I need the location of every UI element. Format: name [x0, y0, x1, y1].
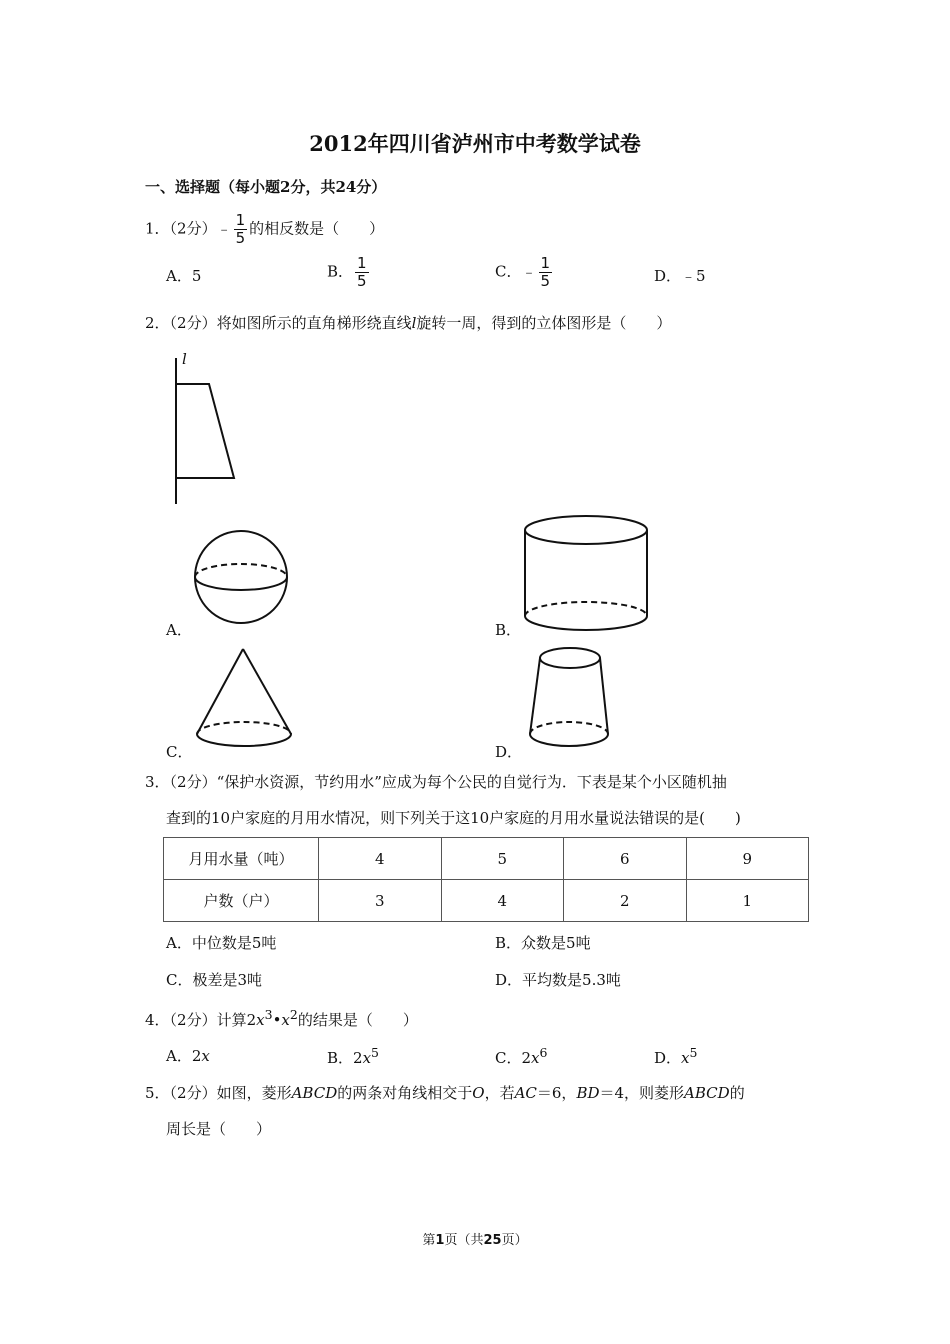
q4-exp-1: 3	[264, 1007, 273, 1022]
q1-fraction	[234, 212, 248, 247]
q2-option-a-label[interactable]: A．	[166, 621, 192, 639]
q1-option-b[interactable]	[327, 255, 371, 290]
q5-text: ＝6，	[536, 1084, 577, 1102]
q4-option-c-label: C．	[495, 1049, 522, 1067]
table-cell: 9	[686, 838, 809, 880]
page-footer	[0, 1229, 950, 1248]
q1-option-b-numerator: 1	[357, 254, 367, 272]
question-3-line-2: 查到的10户家庭的月用水情况，则下列关于这10户家庭的月用水量说法错误的是( )	[166, 809, 741, 827]
q3-option-c[interactable]: C．极差是3吨	[166, 971, 263, 989]
table-cell: 5	[441, 838, 564, 880]
q2-option-c-label[interactable]: C．	[166, 743, 193, 761]
question-3-line-1: 3．（2分）“保护水资源，节约用水”应成为每个公民的自觉行为．下表是某个小区随机抽	[145, 773, 727, 791]
q1-option-c-numerator: 1	[540, 254, 551, 272]
q4-exp-2: 2	[289, 1007, 298, 1022]
table-row	[164, 880, 809, 922]
section-heading: 一、选择题（每小题2分，共24分）	[145, 178, 387, 196]
q4-option-b[interactable]	[327, 1045, 379, 1068]
q5-rhombus-name: ABCD	[684, 1084, 730, 1102]
q4-option-d-var: x	[681, 1049, 690, 1067]
question-5-line-2: 周长是（ ）	[166, 1120, 272, 1138]
q2-option-b-label[interactable]: B．	[495, 621, 522, 639]
table-cell: 4	[441, 880, 564, 922]
q4-option-b-coef: 2	[353, 1049, 363, 1067]
q2-suffix: 旋转一周，得到的立体图形是（ ）	[416, 314, 672, 332]
q1-option-a-text: 5	[191, 267, 202, 285]
q5-rhombus-name: ABCD	[291, 1084, 338, 1102]
q5-text: ，若	[484, 1084, 515, 1102]
q5-point-o: O	[472, 1084, 485, 1102]
footer-text: 页）	[501, 1233, 528, 1248]
q1-option-c-fraction	[539, 255, 553, 290]
table-row-header: 户数（户）	[164, 880, 319, 922]
q4-suffix: 的结果是（ ）	[297, 1011, 418, 1029]
q1-option-b-fraction	[355, 255, 369, 290]
q3-option-b[interactable]: B．众数是5吨	[495, 934, 591, 952]
table-cell: 3	[319, 880, 442, 922]
q4-option-c-exp: 6	[539, 1045, 548, 1060]
q4-option-a-label: A．	[166, 1047, 192, 1065]
q5-text: 的两条对角线相交于	[337, 1084, 473, 1102]
q4-option-c[interactable]	[495, 1045, 547, 1068]
q2-line-var: l	[411, 314, 417, 332]
q4-option-d[interactable]	[654, 1045, 697, 1068]
q5-diagonal-ac: AC	[514, 1084, 537, 1102]
q2-option-d-label[interactable]: D．	[495, 743, 523, 761]
footer-text: 第	[422, 1233, 436, 1248]
q2-trapezoid	[176, 384, 234, 478]
q4-prefix: 4．（2分）计算2	[145, 1011, 257, 1029]
q4-option-b-var: x	[362, 1049, 372, 1067]
q1-option-b-denominator: 5	[357, 272, 367, 290]
q4-var-1: x	[256, 1011, 265, 1029]
q5-text: 5．（2分）如图，菱形	[145, 1084, 292, 1102]
q5-diagonal-bd: BD	[576, 1084, 600, 1102]
q1-fraction-denominator: 5	[235, 229, 246, 247]
q2-trapezoid-figure	[170, 358, 250, 508]
q4-option-c-var: x	[531, 1049, 540, 1067]
q1-option-c-denominator: 5	[540, 272, 551, 290]
sphere-shape-icon	[194, 530, 290, 626]
q4-option-b-label: B．	[327, 1049, 354, 1067]
table-cell: 1	[686, 880, 809, 922]
q3-option-a[interactable]: A．中位数是5吨	[166, 934, 277, 952]
q2-prefix: 2．（2分）将如图所示的直角梯形绕直线	[145, 314, 412, 332]
question-5-stem	[145, 1082, 745, 1103]
cylinder-shape-icon	[524, 515, 650, 633]
q3-option-d[interactable]: D．平均数是5.3吨	[495, 971, 621, 989]
water-usage-table	[163, 837, 809, 922]
table-cell: 6	[564, 838, 687, 880]
question-4-stem	[145, 1007, 418, 1030]
q1-option-c-label: C．	[495, 262, 522, 281]
q4-option-a-coef: 2	[191, 1047, 202, 1065]
q4-option-d-exp: 5	[689, 1045, 698, 1060]
frustum-shape-icon	[528, 643, 612, 755]
q2-figure-axis-label: l	[182, 350, 187, 368]
q1-option-a-label: A．	[166, 267, 192, 285]
footer-text: 页（共	[444, 1233, 484, 1248]
cone-shape-icon	[195, 647, 295, 751]
q4-option-d-label: D．	[654, 1049, 682, 1067]
q4-option-a[interactable]	[166, 1045, 210, 1066]
q5-text: 的	[729, 1084, 745, 1102]
table-row-header: 月用水量（吨）	[164, 838, 319, 880]
q1-prefix: 1．（2分）	[145, 219, 217, 238]
q1-fraction-numerator: 1	[235, 211, 246, 229]
table-cell: 4	[319, 838, 442, 880]
q4-var-2: x	[281, 1011, 290, 1029]
q1-option-c-sign: ﹣	[521, 262, 537, 281]
q1-option-c[interactable]	[495, 255, 554, 290]
q5-text: ＝4，则菱形	[599, 1084, 685, 1102]
q4-dot: •	[272, 1011, 282, 1029]
footer-total-pages: 25	[483, 1233, 502, 1248]
question-1-stem	[145, 212, 384, 247]
q1-option-d-label: D．	[654, 267, 682, 285]
q1-fraction-sign: ﹣	[216, 219, 232, 238]
q4-option-c-coef: 2	[521, 1049, 532, 1067]
table-row	[164, 838, 809, 880]
page-title: 2012年四川省泸州市中考数学试卷	[309, 131, 641, 156]
question-2-stem	[145, 312, 671, 333]
q1-option-b-label: B．	[327, 262, 354, 281]
footer-page-number: 1	[435, 1233, 445, 1248]
q1-option-d-text: ﹣5	[681, 267, 706, 285]
q4-option-b-exp: 5	[371, 1045, 379, 1060]
q1-suffix: 的相反数是（ ）	[249, 219, 385, 238]
q4-option-a-var: x	[201, 1047, 210, 1065]
table-cell: 2	[564, 880, 687, 922]
q1-option-d[interactable]	[654, 265, 706, 286]
q1-option-a[interactable]	[166, 265, 201, 286]
